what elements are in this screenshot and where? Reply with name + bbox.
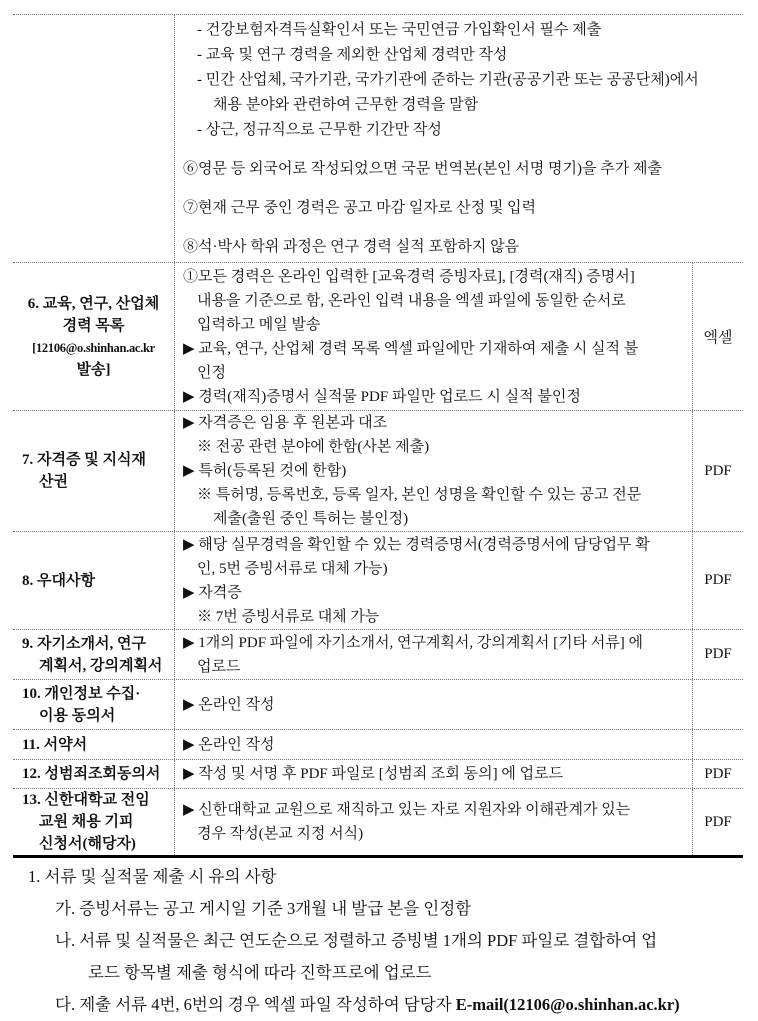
- row-6-label-cell: [13, 263, 175, 410]
- note-item: [55, 893, 750, 925]
- format-value: PDF: [704, 462, 732, 479]
- note-line: [55, 893, 750, 925]
- label-line: 이용 동의서: [39, 707, 116, 724]
- row-7-label-cell: [13, 411, 175, 531]
- format-value: PDF: [704, 765, 732, 782]
- label-line: 8. 우대사항: [22, 572, 95, 589]
- label-line: 경력 목록: [62, 317, 125, 334]
- content-line: ▶ 작성 및 서명 후 PDF 파일로 [성범죄 조회 동의] 에 업로드: [183, 766, 564, 782]
- row-12-label-cell: [13, 760, 175, 788]
- content-line: - 상근, 정규직으로 근무한 기간만 작성: [197, 121, 442, 138]
- content-line: 인, 5번 증빙서류로 대체 가능): [197, 560, 388, 577]
- table-row-6: [13, 263, 743, 411]
- label-line: [12106@o.shinhan.ac.kr: [32, 340, 155, 355]
- content-line: 업로드: [197, 658, 241, 675]
- content-line: 채용 분야와 관련하여 근무한 경력을 말함: [213, 96, 479, 113]
- label-line: 발송]: [76, 361, 111, 378]
- content-line: ⑧석·박사 학위 과정은 연구 경력 실적 포함하지 않음: [183, 238, 520, 255]
- content-line: 제출(출원 중인 특허는 불인정): [213, 511, 409, 527]
- note-line-text: 나. 서류 및 실적물은 최근 연도순으로 정렬하고 증빙별 1개의 PDF 파일로 결합하여 업: [55, 931, 658, 950]
- row-11-content-cell: [175, 730, 692, 759]
- row-9-content-cell: [175, 630, 692, 679]
- row-5-content-cell: [175, 15, 743, 262]
- content-line: ▶ 교육, 연구, 산업체 경력 목록 엑셀 파일에만 기재하여 제출 시 실적 불: [183, 340, 639, 357]
- label-line: 10. 개인정보 수집·: [22, 685, 141, 702]
- table-row-11: [13, 730, 743, 760]
- row-7-format-cell: [692, 411, 743, 531]
- content-line: ▶ 온라인 작성: [183, 736, 275, 753]
- content-line: ▶ 온라인 작성: [183, 696, 275, 713]
- table-row-7: [13, 411, 743, 532]
- content-line: ※ 7번 증빙서류로 대체 가능: [197, 608, 380, 625]
- format-value: PDF: [704, 813, 732, 830]
- content-line: ▶ 자격증은 임용 후 원본과 대조: [183, 415, 388, 431]
- content-line: ▶ 1개의 PDF 파일에 자기소개서, 연구계획서, 강의계획서 [기타 서류] 에: [183, 634, 644, 651]
- table-row-5-continued: [13, 15, 743, 263]
- row-13-format-cell: [692, 789, 743, 855]
- table-row-12: [13, 760, 743, 789]
- row-7-content-cell: [175, 411, 692, 531]
- content-line: ⑦현재 근무 중인 경력은 공고 마감 일자로 산정 및 입력: [183, 199, 537, 216]
- row-9-format-cell: [692, 630, 743, 679]
- label-line: 13. 신한대학교 전임: [22, 792, 150, 808]
- content-line: ▶ 신한대학교 교원으로 재직하고 있는 자로 지원자와 이해관계가 있는: [183, 802, 631, 818]
- note-line: [55, 989, 750, 1021]
- row-12-content-cell: [175, 760, 692, 788]
- submission-requirements-table: [13, 14, 743, 858]
- content-line: ※ 특허명, 등록번호, 등록 일자, 본인 성명을 확인할 수 있는 공고 전문: [197, 487, 642, 503]
- content-line: ▶ 해당 실무경력을 확인할 수 있는 경력증명서(경력증명서에 담당업무 확: [183, 536, 650, 553]
- row-10-format-cell: [692, 680, 743, 729]
- content-line: 경우 작성(본교 지정 서식): [197, 826, 364, 842]
- content-line: ⑥영문 등 외국어로 작성되었으면 국문 번역본(본인 서명 명기)을 추가 제출: [183, 160, 662, 177]
- content-line: 인정: [197, 364, 226, 381]
- note-line: [55, 957, 750, 989]
- label-line: 7. 자격증 및 지식재: [22, 452, 146, 468]
- row-13-content-cell: [175, 789, 692, 855]
- note-line-text: 로드 항목별 제출 형식에 따라 진학프로에 업로드: [88, 963, 432, 982]
- note-line-text: 가. 증빙서류는 공고 게시일 기준 3개월 내 발급 본을 인정함: [55, 899, 472, 918]
- format-value: 엑셀: [703, 330, 733, 346]
- content-line: ※ 전공 관련 분야에 한함(사본 제출): [197, 439, 430, 455]
- content-line: ▶ 특허(등록된 것에 한함): [183, 463, 347, 479]
- notes-heading: 1. 서류 및 실적물 제출 시 유의 사항: [28, 867, 277, 886]
- content-line: - 민간 산업체, 국가기관, 국가기관에 준하는 기관(공공기관 또는 공공단체)에서: [197, 71, 699, 88]
- table-row-8: [13, 532, 743, 630]
- row-5-label-cell: [13, 15, 175, 262]
- row-10-label-cell: [13, 680, 175, 729]
- note-line-text: 다. 제출 서류 4번, 6번의 경우 엑셀 파일 작성하여 담당자: [55, 995, 456, 1014]
- label-line: 산권: [39, 474, 68, 490]
- label-line: 11. 서약서: [22, 736, 88, 753]
- content-line: ①모든 경력은 온라인 입력한 [교육경력 증빙자료], [경력(재직) 증명서]: [183, 268, 635, 285]
- label-line: 12. 성범죄조회동의서: [22, 766, 161, 782]
- content-line: - 건강보험자격득실확인서 또는 국민연금 가입확인서 필수 제출: [197, 21, 602, 38]
- row-6-content-cell: [175, 263, 692, 410]
- note-email-bold: E-mail(12106@o.shinhan.ac.kr): [455, 995, 680, 1014]
- label-line: 9. 자기소개서, 연구: [22, 635, 146, 652]
- row-8-content-cell: [175, 532, 692, 629]
- content-line: 입력하고 메일 발송: [197, 316, 321, 333]
- row-10-content-cell: [175, 680, 692, 729]
- content-line: ▶ 자격증: [183, 584, 242, 601]
- table-row-10: [13, 680, 743, 730]
- row-11-label-cell: [13, 730, 175, 759]
- format-value: PDF: [704, 572, 732, 588]
- content-line: ▶ 경력(재직)증명서 실적물 PDF 파일만 업로드 시 실적 불인정: [183, 388, 581, 405]
- note-item: [55, 925, 750, 989]
- table-row-13: [13, 789, 743, 855]
- content-line: 내용을 기준으로 함, 온라인 입력 내용을 엑셀 파일에 동일한 순서로: [197, 292, 626, 309]
- content-line: - 교육 및 연구 경력을 제외한 산업체 경력만 작성: [197, 46, 508, 63]
- label-line: 계획서, 강의계획서: [39, 657, 163, 674]
- row-12-format-cell: [692, 760, 743, 788]
- format-value: PDF: [704, 646, 732, 662]
- note-item: [55, 989, 750, 1021]
- row-9-label-cell: [13, 630, 175, 679]
- row-11-format-cell: [692, 730, 743, 759]
- row-6-format-cell: [692, 263, 743, 410]
- note-line: [55, 925, 750, 957]
- row-8-label-cell: [13, 532, 175, 629]
- row-8-format-cell: [692, 532, 743, 629]
- label-line: 신청서(해당자): [39, 836, 136, 852]
- label-line: 교원 채용 기피: [39, 814, 134, 830]
- notes-section: [28, 861, 750, 1021]
- row-13-label-cell: [13, 789, 175, 855]
- label-line: 6. 교육, 연구, 산업체: [27, 295, 160, 312]
- table-row-9: [13, 630, 743, 680]
